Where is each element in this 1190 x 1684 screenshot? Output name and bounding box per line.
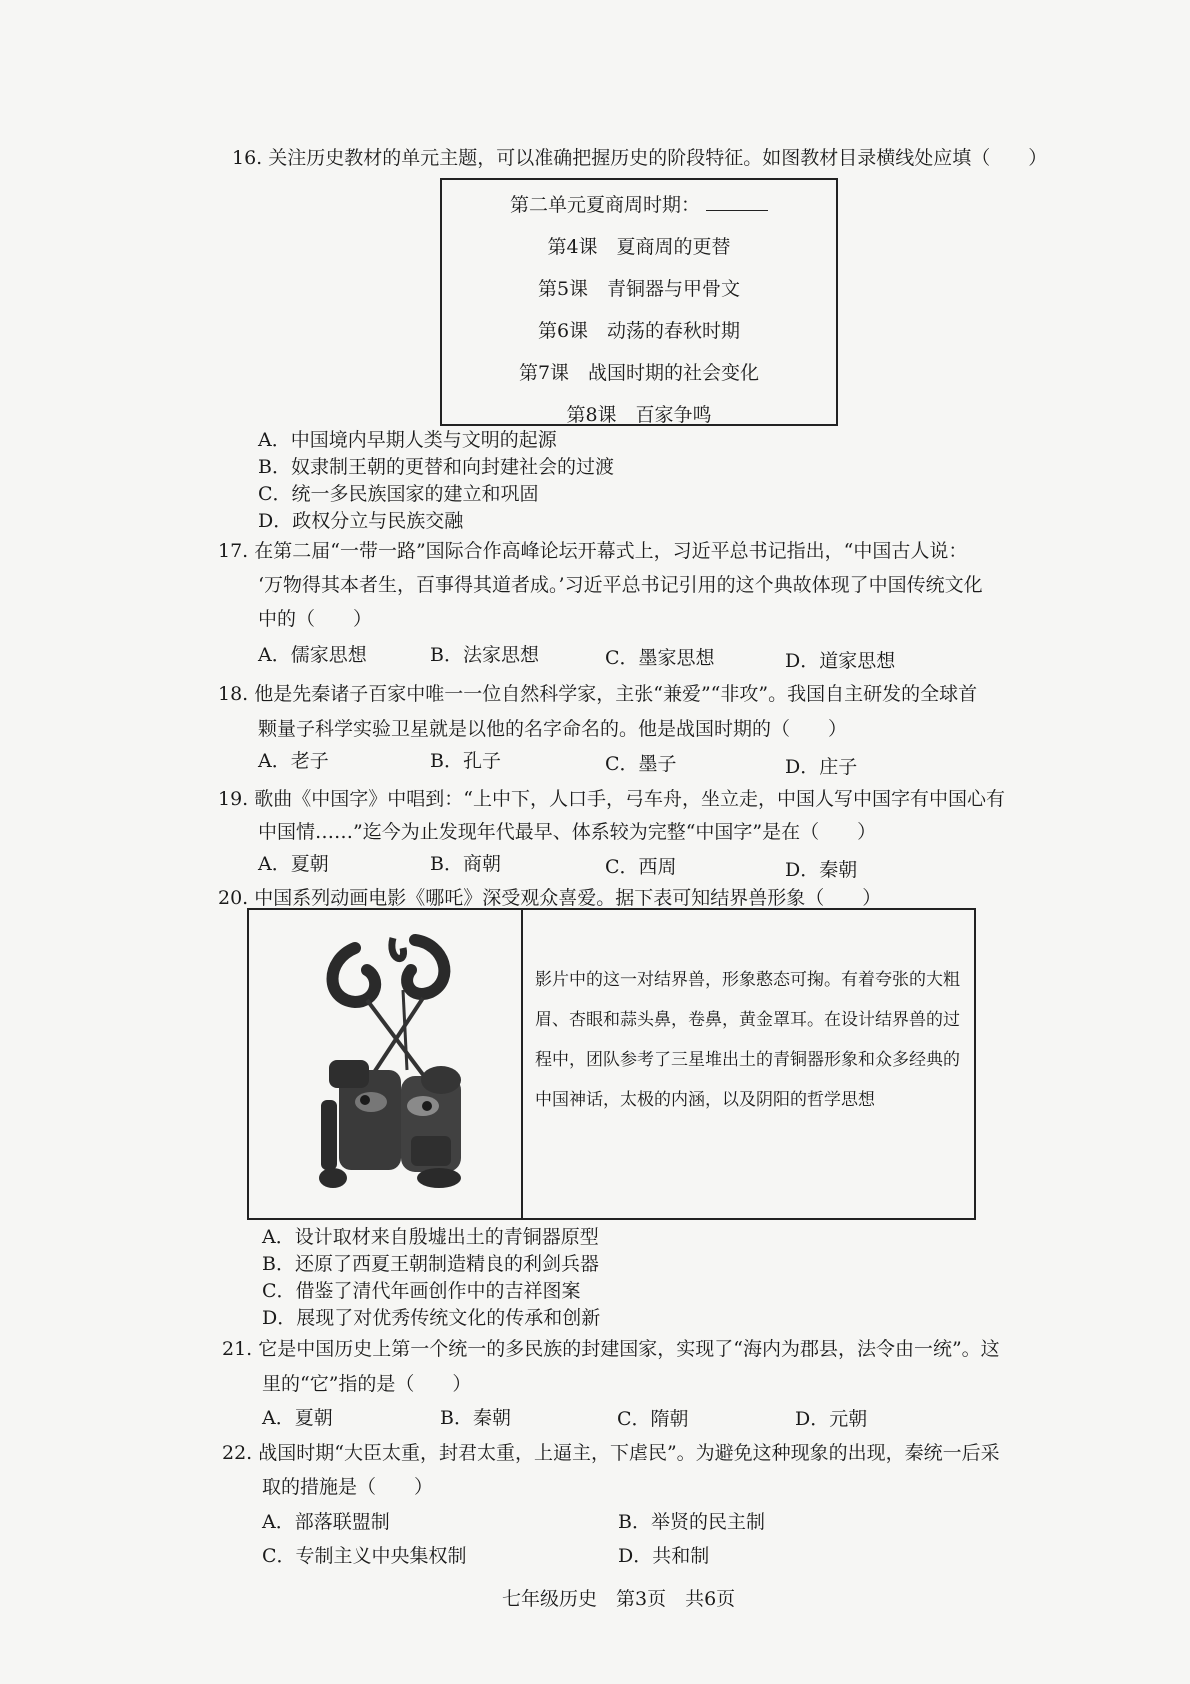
question-22-line: 22. 战国时期“大臣太重，封君太重，上逼主，下虐民”。为避免这种现象的出现，秦统一后采 (222, 1442, 1000, 1464)
option-d[interactable]: D．庄子 (785, 756, 858, 778)
question-17-line: 17. 在第二届“一带一路”国际合作高峰论坛开幕式上，习近平总书记指出，“中国古人说： (218, 540, 968, 562)
option-b[interactable]: B．孔子 (430, 750, 501, 772)
guardian-beasts-image (315, 930, 475, 1200)
option-a[interactable]: A．中国境内早期人类与文明的起源 (258, 429, 557, 451)
question-21-line: 21. 它是中国历史上第一个统一的多民族的封建国家，实现了“海内为郡县，法令由一统”。这 (222, 1338, 1000, 1360)
option-a[interactable]: A．老子 (258, 750, 329, 772)
option-b[interactable]: B．还原了西夏王朝制造精良的利剑兵器 (262, 1253, 599, 1275)
option-a[interactable]: A．儒家思想 (258, 644, 367, 666)
table-divider (521, 910, 523, 1218)
question-21-line: 里的“它”指的是（ ） (262, 1373, 472, 1395)
page-footer: 七年级历史 第3页 共6页 (502, 1588, 736, 1610)
question-19-line: 19. 歌曲《中国字》中唱到：“上中下，人口手，弓车舟，坐立走，中国人写中国字有中国心有 (218, 788, 1005, 810)
question-22-line: 取的措施是（ ） (262, 1476, 434, 1498)
option-d[interactable]: D．道家思想 (785, 650, 896, 672)
option-a[interactable]: A．部落联盟制 (262, 1511, 390, 1533)
option-c[interactable]: C．借鉴了清代年画创作中的吉祥图案 (262, 1280, 581, 1302)
option-a[interactable]: A．夏朝 (262, 1407, 333, 1429)
option-b[interactable]: B．法家思想 (430, 644, 539, 666)
toc-box (440, 178, 838, 426)
option-c[interactable]: C．西周 (605, 856, 677, 878)
toc-item: 第4课 夏商周的更替 (547, 236, 731, 258)
toc-item: 第8课 百家争鸣 (566, 404, 712, 426)
toc-item: 第5课 青铜器与甲骨文 (537, 278, 741, 300)
option-c[interactable]: C．墨子 (605, 753, 677, 775)
question-17-line: ‘万物得其本者生，百事得其道者成。’习近平总书记引用的这个典故体现了中国传统文化 (258, 574, 983, 596)
option-b[interactable]: B．商朝 (430, 853, 501, 875)
option-d[interactable]: D．政权分立与民族交融 (258, 510, 464, 532)
option-a[interactable]: A．设计取材来自殷墟出土的青铜器原型 (262, 1226, 599, 1248)
option-b[interactable]: B．举贤的民主制 (618, 1511, 765, 1533)
option-c[interactable]: C．墨家思想 (605, 647, 715, 669)
option-d[interactable]: D．元朝 (795, 1408, 868, 1430)
toc-item: 第7课 战国时期的社会变化 (518, 362, 760, 384)
answer-blank (706, 194, 768, 211)
option-b[interactable]: B．秦朝 (440, 1407, 511, 1429)
option-a[interactable]: A．夏朝 (258, 853, 329, 875)
question-17-line: 中的（ ） (258, 608, 373, 630)
option-d[interactable]: D．共和制 (618, 1545, 710, 1567)
option-b[interactable]: B．奴隶制王朝的更替和向封建社会的过渡 (258, 456, 614, 478)
question-20-stem: 20. 中国系列动画电影《哪吒》深受观众喜爱。据下表可知结界兽形象（ ） (218, 887, 882, 909)
option-c[interactable]: C．统一多民族国家的建立和巩固 (258, 483, 539, 505)
option-c[interactable]: C．专制主义中央集权制 (262, 1545, 467, 1567)
option-c[interactable]: C．隋朝 (617, 1408, 689, 1430)
question-16-stem: 16. 关注历史教材的单元主题，可以准确把握历史的阶段特征。如图教材目录横线处应填（ ） (232, 147, 1048, 169)
option-d[interactable]: D．秦朝 (785, 859, 858, 881)
toc-item: 第6课 动荡的春秋时期 (537, 320, 741, 342)
option-d[interactable]: D．展现了对优秀传统文化的传承和创新 (262, 1307, 601, 1329)
question-19-line: 中国情……”迄今为止发现年代最早、体系较为完整“中国字”是在（ ） (258, 821, 877, 843)
question-18-line: 18. 他是先秦诸子百家中唯一一位自然科学家，主张“兼爱”“非攻”。我国自主研发的全球首 (218, 683, 978, 705)
info-table (247, 908, 976, 1220)
table-description: 影片中的这一对结界兽，形象憨态可掬。有着夸张的大粗眉、杏眼和蒜头鼻，卷鼻，黄金罩耳。在设计结界兽的过程中，团队参考了三星堆出土的青铜器形象和众多经典的中国神话，太极的内涵，以及阴阳的哲学思想 (535, 970, 960, 1110)
toc-title: 第二单元夏商周时期： (442, 190, 836, 217)
question-18-line: 颗量子科学实验卫星就是以他的名字命名的。他是战国时期的（ ） (258, 718, 848, 740)
